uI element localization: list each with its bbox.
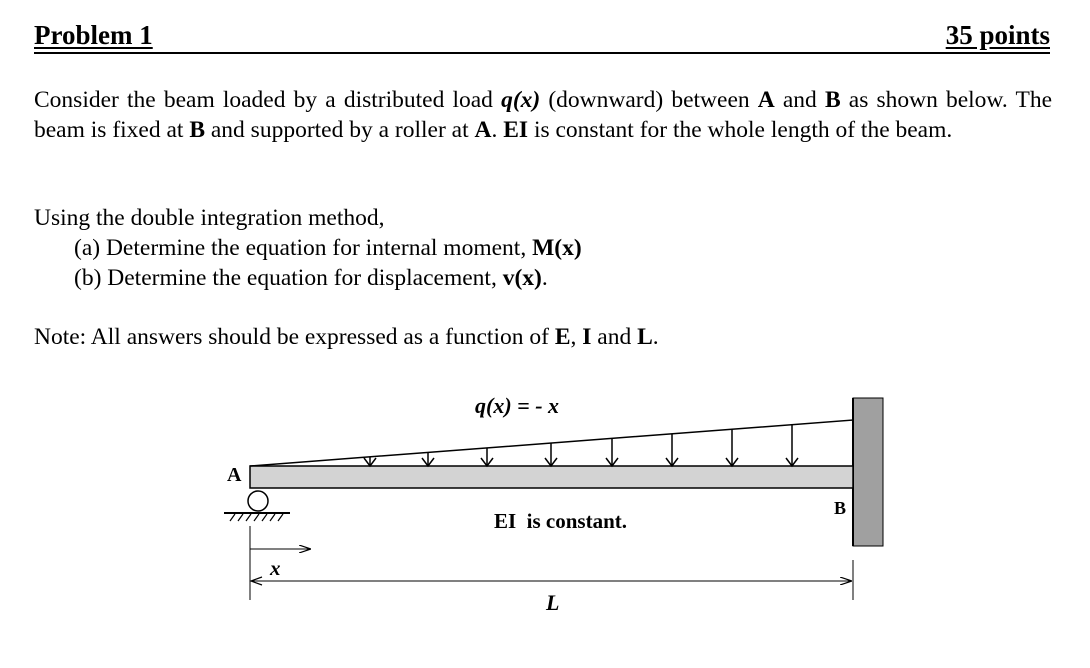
roller-support (224, 491, 290, 521)
distributed-load (250, 420, 853, 466)
question-b: (b) Determine the equation for displacement, v(x). (74, 265, 548, 291)
load-arrow (481, 448, 493, 466)
load-arrow (422, 452, 434, 466)
x-label: x (270, 556, 281, 580)
point-a-term: A (757, 87, 775, 113)
load-arrow (606, 438, 618, 466)
problem-title: Problem 1 (34, 20, 153, 50)
load-arrow (545, 443, 557, 466)
load-arrow (666, 434, 678, 466)
question-a: (a) Determine the equation for internal moment, M(x) (74, 235, 582, 261)
load-arrow (786, 425, 798, 466)
moment-term: M(x) (532, 235, 582, 261)
problem-description: Consider the beam loaded by a distributed load q(x) (downward) between A and B as shown below. The beam is fixed at B and supported by a roller at A. EI is constant for the whole length of the beam. (34, 87, 1052, 143)
fixed-wall-support (853, 398, 883, 546)
length-label: L (546, 590, 560, 615)
point-b-term: B (189, 117, 205, 143)
problem-points: 35 points (945, 20, 1050, 50)
point-a-label: A (227, 464, 242, 486)
answer-note: Note: All answers should be expressed as a function of E, I and L. (34, 324, 659, 350)
method-intro: Using the double integration method, (34, 205, 385, 231)
load-term: q(x) (501, 87, 541, 113)
ei-term: EI (503, 117, 529, 143)
load-arrow (364, 457, 376, 466)
point-b-label: B (834, 498, 847, 518)
point-a-term: A (474, 117, 492, 143)
ei-constant-label: EI is constant. (494, 509, 628, 533)
load-label: q(x) = - x (475, 393, 560, 418)
point-b-term: B (824, 87, 841, 113)
displacement-term: v(x) (502, 265, 542, 291)
load-arrow (726, 429, 738, 466)
beam (250, 466, 853, 488)
